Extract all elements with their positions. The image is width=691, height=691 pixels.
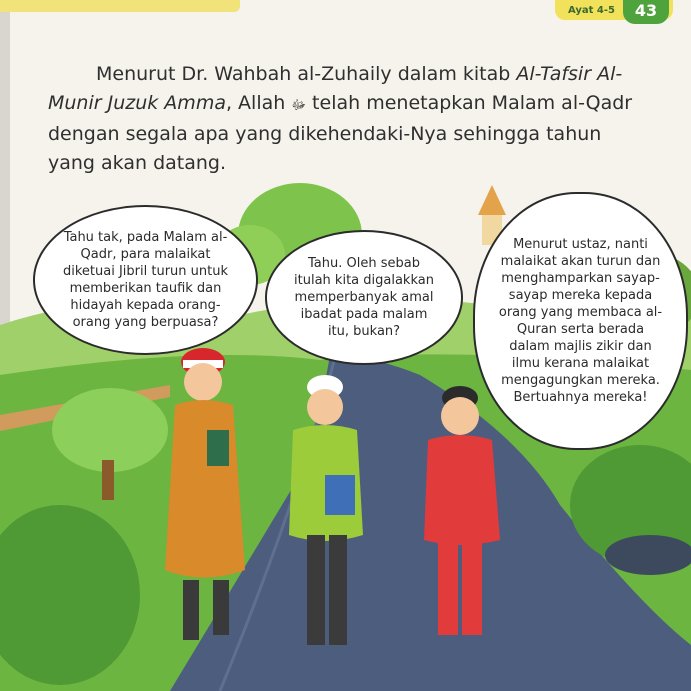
speech-text-left: Tahu tak, pada Malam al-Qadr, para malaikat diketuai Jibril turun untuk memberikan taufik dan hidayah kepada orang-orang yang berpuasa? — [62, 230, 228, 330]
top-decor-band — [0, 0, 240, 12]
tower-roof — [478, 185, 506, 215]
book-title: Al-Tafsir Al-Munir Juzuk Amma — [48, 63, 623, 114]
speech-bubble-middle — [265, 230, 463, 365]
intro-part3: telah menetapkan Malam al-Qadr dengan segala apa yang dikehendaki-Nya sehingga tahun yang akan datang. — [48, 92, 633, 174]
left-tree — [52, 388, 168, 472]
ayat-label: Ayat 4-5 — [568, 5, 615, 16]
speech-text-right: Menurut ustaz, nanti malaikat akan turun dan menghamparkan sayap-sayap mereka kepada orang yang membaca al-Quran serta berada dalam majlis zikir dan ilmu kerana malaikat mengagungkan mereka. Bertuahnya mereka! — [498, 237, 663, 405]
intro-part1: Menurut Dr. Wahbah al-Zuhaily dalam kitab — [96, 63, 517, 85]
intro-part2: , Allah — [225, 92, 292, 114]
speech-bubble-left — [33, 205, 258, 355]
intro-paragraph — [48, 60, 638, 178]
honorific-icon: ﷻ — [291, 98, 307, 113]
speech-bubble-right — [473, 192, 688, 450]
page-number: 43 — [623, 0, 669, 24]
speech-text-middle: Tahu. Oleh sebab itulah kita digalakkan memperbanyak amal ibadat pada malam itu, bukan? — [294, 256, 434, 339]
